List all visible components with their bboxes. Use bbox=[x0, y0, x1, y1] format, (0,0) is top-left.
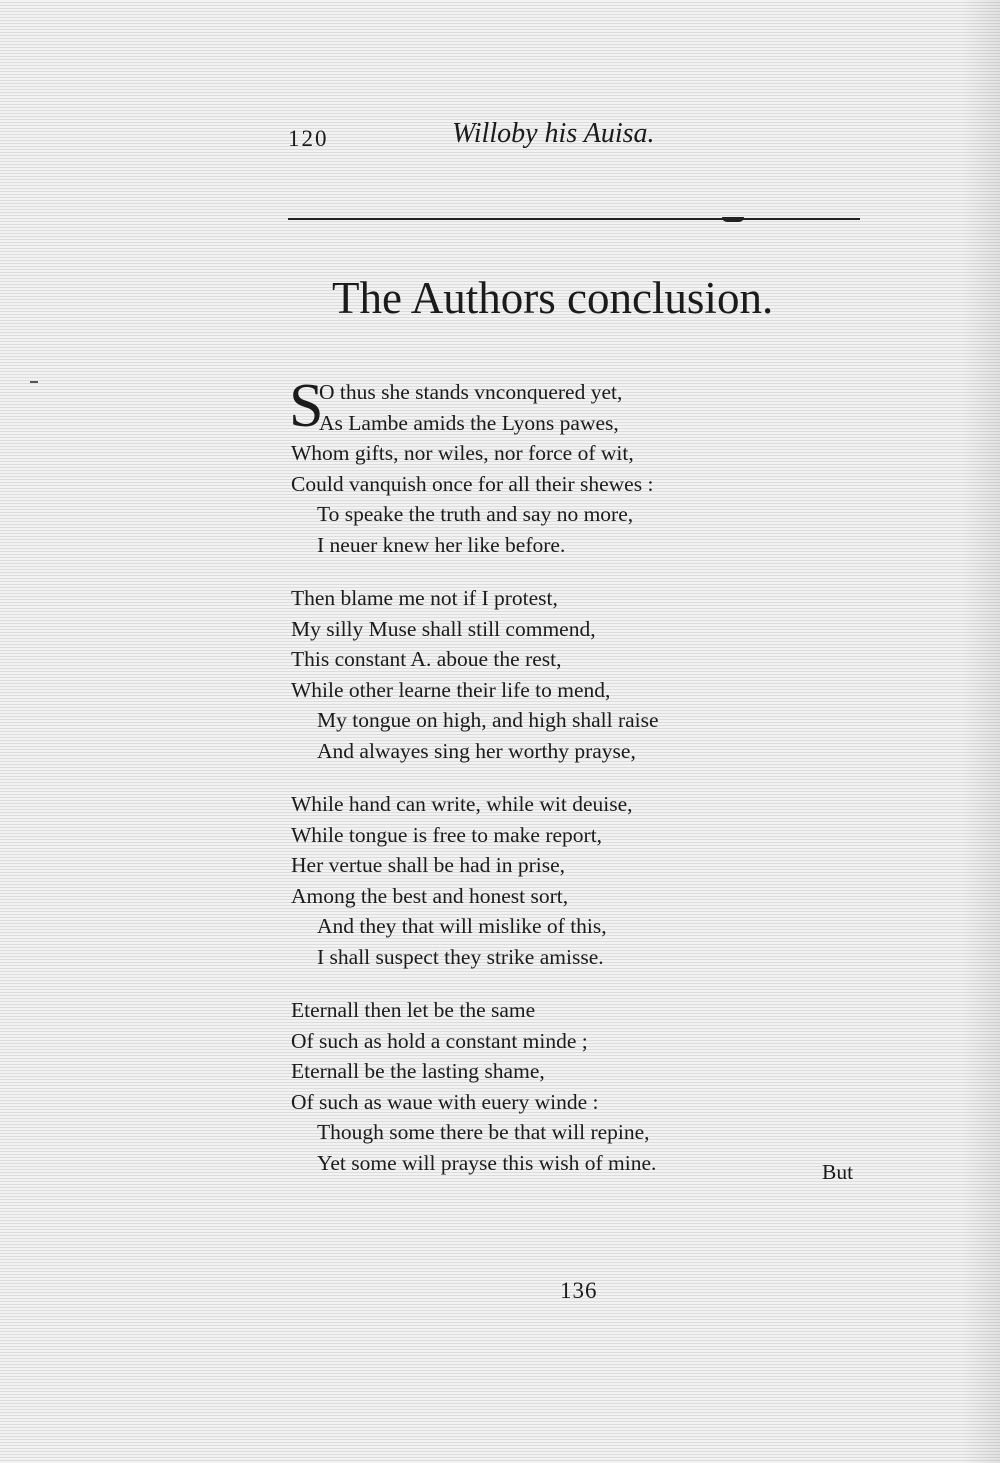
poem bbox=[289, 372, 854, 1201]
poem-line: Her vertue shall be had in prise, bbox=[291, 853, 566, 877]
catchword: But bbox=[822, 1160, 854, 1184]
poem-line: My silly Muse shall still commend, bbox=[291, 616, 596, 641]
poem-line: Of such as hold a constant minde ; bbox=[291, 1028, 588, 1053]
poem-line: Then blame me not if I protest, bbox=[291, 586, 558, 610]
poem-line: While other learne their life to mend, bbox=[291, 677, 611, 702]
dropcap-block bbox=[289, 372, 851, 440]
poem-line: Yet some will prayse this wish of mine. bbox=[317, 1150, 657, 1175]
drop-capital: S bbox=[289, 372, 324, 440]
poem-line: And they that will mislike of this, bbox=[317, 914, 607, 938]
poem-line: Though some there be that will repine, bbox=[317, 1120, 650, 1144]
poem-line: I neuer knew her like before. bbox=[317, 532, 566, 557]
section-heading: The Authors conclusion. bbox=[332, 273, 774, 323]
poem-line: I shall suspect they strike amisse. bbox=[317, 944, 604, 969]
margin-mark bbox=[30, 381, 38, 383]
poem-line: And alwayes sing her worthy prayse, bbox=[317, 738, 636, 763]
poem-line: Eternall then let be the same bbox=[291, 998, 536, 1022]
poem-line: Eternall be the lasting shame, bbox=[291, 1059, 545, 1083]
poem-line: Whom gifts, nor wiles, nor force of wit, bbox=[291, 441, 634, 465]
stanza bbox=[289, 372, 851, 560]
poem-line: To speake the truth and say no more, bbox=[317, 502, 634, 526]
stanza bbox=[291, 583, 851, 766]
poem-line: While hand can write, while wit deuise, bbox=[291, 792, 633, 816]
poem-line: O thus she stands vnconquered yet, bbox=[319, 380, 623, 404]
poem-line: Could vanquish once for all their shewes : bbox=[291, 471, 654, 496]
header-rule bbox=[288, 218, 860, 220]
stanza bbox=[291, 789, 851, 972]
running-head-title: Willoby his Auisa. bbox=[452, 118, 655, 149]
poem-line: Among the best and honest sort, bbox=[291, 883, 569, 908]
poem-line: While tongue is free to make report, bbox=[291, 822, 603, 847]
running-head-page-number: 120 bbox=[288, 126, 329, 151]
folio-number: 136 bbox=[560, 1278, 598, 1303]
poem-line: Of such as waue with euery winde : bbox=[291, 1089, 599, 1114]
stanza bbox=[291, 995, 851, 1178]
poem-line: My tongue on high, and high shall raise bbox=[317, 708, 659, 732]
poem-line: As Lambe amids the Lyons pawes, bbox=[319, 410, 619, 435]
header-rule-ornament bbox=[722, 217, 744, 222]
page-edge-shadow bbox=[960, 0, 1000, 1463]
poem-line: This constant A. aboue the rest, bbox=[291, 647, 562, 671]
